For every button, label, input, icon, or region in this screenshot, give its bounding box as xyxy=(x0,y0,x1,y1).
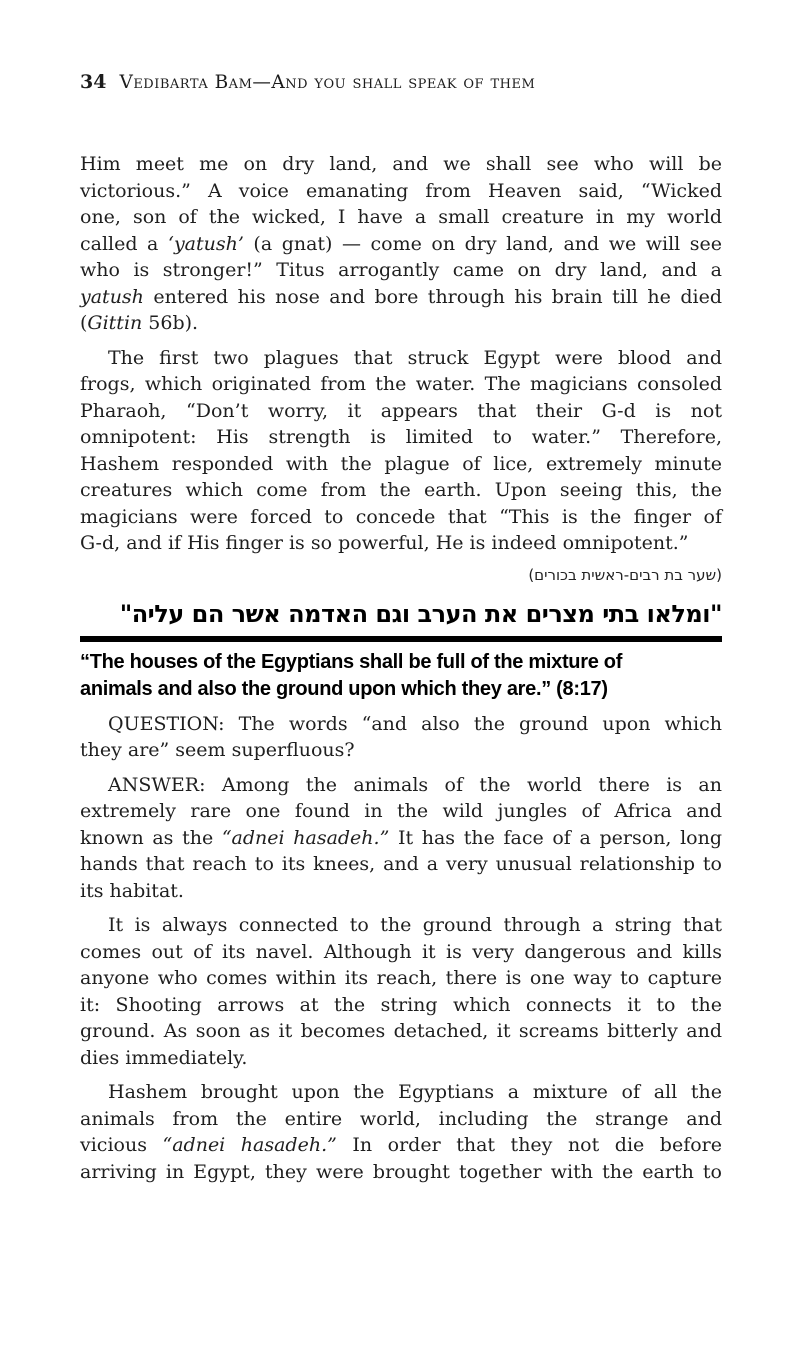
text-line xyxy=(80,851,722,878)
paragraph xyxy=(80,151,722,337)
text-line xyxy=(80,965,722,992)
text-run: It is always connected to the ground through a string that xyxy=(108,914,722,936)
text-run: ground. As soon as it becomes detached, it screams bitterly and xyxy=(80,1020,722,1042)
text-line xyxy=(80,424,722,451)
hebrew-source-citation: (שער בת רבים-ראשית בכורים) xyxy=(528,565,722,584)
text-line xyxy=(80,257,722,284)
text-run: magicians were forced to concede that “This is the finger of xyxy=(80,505,722,528)
text-run: victorious.” A voice emanating from Heaven said, “Wicked xyxy=(80,179,722,202)
text-run: they are” seem superfluous? xyxy=(80,739,355,761)
running-title: Vedibarta Bam—And you shall speak of them xyxy=(119,72,536,93)
text-run: one, son of the wicked, I have a small creature in my world xyxy=(80,206,722,228)
text-line xyxy=(80,371,722,398)
text-run: G-d, and if His finger is so powerful, He is indeed omnipotent.” xyxy=(80,532,689,554)
paragraph xyxy=(80,772,722,905)
text-line xyxy=(80,204,722,231)
text-line xyxy=(80,1079,722,1106)
text-run: 56b). xyxy=(142,312,199,334)
text-line xyxy=(80,878,722,905)
text-run: arriving in Egypt, they were brought together with the earth to xyxy=(80,1160,722,1183)
text-line xyxy=(80,310,722,337)
text-run: Pharaoh, “Don’t worry, it appears that their G-d is not xyxy=(80,399,722,422)
text-line xyxy=(80,451,722,478)
paragraph xyxy=(80,1079,722,1185)
text-run: Him meet me on dry land, and we shall see who will be xyxy=(80,153,722,175)
text-run: In order that they not die before xyxy=(336,1134,723,1156)
text-line xyxy=(80,398,722,425)
text-run: ( xyxy=(80,312,88,334)
text-run: anyone who comes within its reach, there is one way to capture xyxy=(80,967,722,989)
text-run: who is stronger!” Titus arrogantly came on dry land, and a xyxy=(80,259,722,281)
text-run: QUESTION: The words “and also the ground upon which xyxy=(108,712,722,735)
text-run: its habitat. xyxy=(80,879,184,902)
text-run: known as the xyxy=(80,826,222,849)
text-line xyxy=(80,284,722,311)
text-line xyxy=(80,992,722,1019)
question-answer-paragraphs xyxy=(80,711,722,1186)
paragraph xyxy=(80,345,722,557)
running-header xyxy=(80,70,722,95)
text-run: Hashem brought upon the Egyptians a mixture of all the xyxy=(108,1081,722,1103)
text-run: omnipotent: His strength is limited to water.” Therefore, xyxy=(80,426,722,448)
text-run: The first two plagues that struck Egypt were blood and xyxy=(108,346,722,369)
text-run: extremely rare one found in the wild jungles of Africa and xyxy=(80,800,722,822)
text-run: called a xyxy=(80,232,168,255)
text-run: hands that reach to its knees, and a very unusual relationship to xyxy=(80,853,722,875)
italic-text-run: “adnei hasadeh.” xyxy=(162,1134,337,1156)
text-run: animals from the entire world, including the strange and xyxy=(80,1107,722,1130)
text-line xyxy=(80,504,722,531)
text-run: ANSWER: Among the animals of the world there is an xyxy=(108,773,722,796)
verse-translation-heading xyxy=(80,649,722,703)
italic-text-run: “adnei hasadeh.” xyxy=(221,826,390,849)
italic-text-run: ‘yatush’ xyxy=(167,232,244,255)
text-line xyxy=(80,530,722,557)
text-line xyxy=(80,178,722,205)
text-line xyxy=(80,939,722,966)
text-line xyxy=(80,477,722,504)
intro-paragraphs xyxy=(80,151,722,557)
italic-text-run: yatush xyxy=(80,285,144,308)
text-line xyxy=(80,772,722,799)
italic-text-run: Gittin xyxy=(87,312,143,334)
heading-line-1: “The houses of the Egyptians shall be full of the mixture of xyxy=(80,650,623,673)
book-page xyxy=(0,70,800,1370)
text-run: creatures which come from the earth. Upon seeing this, the xyxy=(80,479,722,501)
text-line xyxy=(80,1106,722,1133)
heading-line-2: animals and also the ground upon which they are.” (8:17) xyxy=(80,677,608,700)
text-run: comes out of its navel. Although it is very dangerous and kills xyxy=(80,940,722,963)
text-block xyxy=(80,151,722,1185)
hebrew-verse-heading: "ומלאו בתי מצרים את הערב וגם האדמה אשר הם עליה" xyxy=(119,599,722,628)
text-line xyxy=(80,912,722,939)
text-run: It has the face of a person, long xyxy=(389,826,722,849)
text-line xyxy=(80,345,722,372)
text-line xyxy=(80,798,722,825)
text-line xyxy=(80,825,722,852)
paragraph xyxy=(80,912,722,1071)
text-run: Hashem responded with the plague of lice, extremely minute xyxy=(80,452,722,475)
page-number: 34 xyxy=(80,71,107,93)
text-run: entered his nose and bore through his brain till he died xyxy=(143,285,722,308)
section-divider-rule xyxy=(80,636,722,642)
text-run: dies immediately. xyxy=(80,1046,248,1069)
text-run: frogs, which originated from the water. The magicians consoled xyxy=(80,373,722,395)
text-line xyxy=(80,1045,722,1072)
text-line xyxy=(80,711,722,738)
text-line xyxy=(80,1159,722,1186)
text-run: it: Shooting arrows at the string which connects it to the xyxy=(80,993,722,1016)
text-run: (a gnat) — come on dry land, and we will see xyxy=(243,232,722,255)
text-line xyxy=(80,737,722,764)
text-line xyxy=(80,151,722,178)
text-line xyxy=(80,1132,722,1159)
text-line xyxy=(80,1018,722,1045)
text-line xyxy=(80,231,722,258)
paragraph xyxy=(80,711,722,764)
text-run: vicious xyxy=(80,1134,163,1156)
